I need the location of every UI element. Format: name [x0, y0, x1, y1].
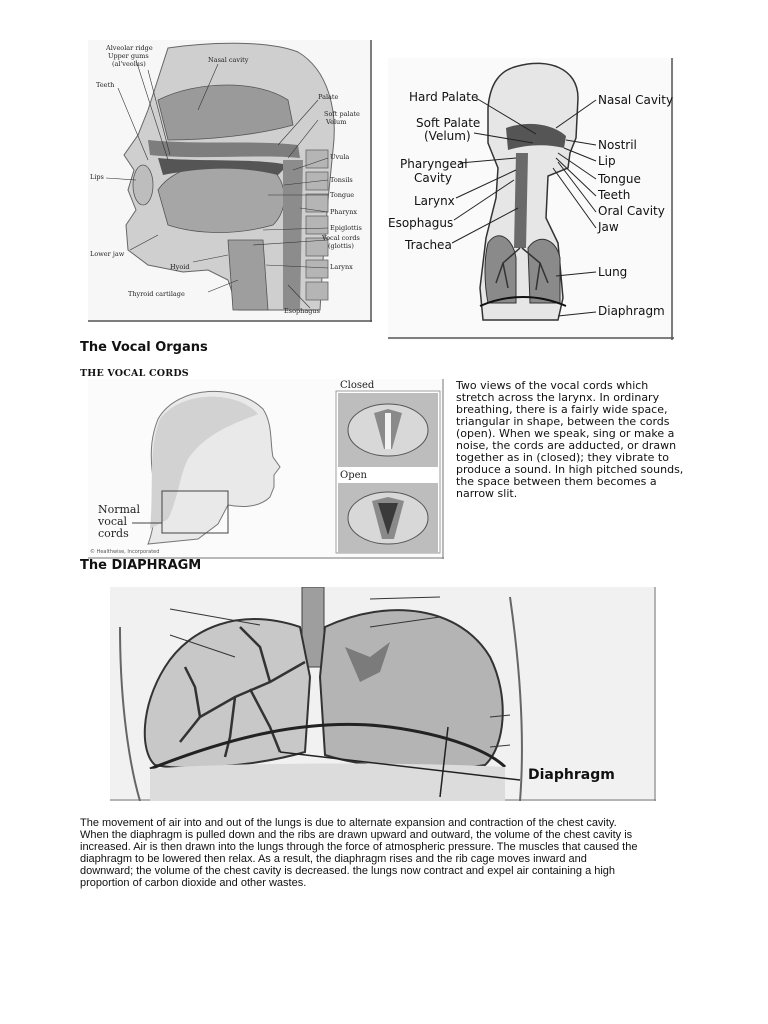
vocal-cords-figure	[88, 379, 444, 559]
label-hard-palate: Hard Palate	[409, 90, 479, 104]
label-velum: Velum	[326, 118, 347, 126]
diaphragm-text	[80, 817, 748, 889]
vocal-tract-diagram	[88, 40, 372, 322]
diaphragm-line: diaphragm to be lowered then relax. As a result, the diaphragm rises and the rib cage moves inward and	[80, 853, 587, 865]
label-uvula: Uvula	[330, 153, 350, 161]
label-oral-cavity: Oral Cavity	[598, 204, 665, 218]
vocal-cords-line: (open). When we speak, sing or make a	[456, 427, 675, 440]
label-jaw: Jaw	[598, 220, 619, 234]
label-tongue: Tongue	[330, 191, 355, 199]
vocal-cords-line: produce a sound. In high pitched sounds,	[456, 463, 684, 476]
normal-label-2: vocal	[98, 515, 128, 528]
label-epiglottis: Epiglottis	[330, 224, 362, 232]
label-larynx: Larynx	[330, 263, 353, 271]
vocal-cords-line: triangular in shape, between the cords	[456, 415, 670, 428]
credit-text: © Healthwise, Incorporated	[90, 549, 160, 555]
label-esophagus: Esophagus	[284, 307, 320, 315]
label-larynx-2: Larynx	[414, 194, 455, 208]
vocal-cords-heading: THE VOCAL CORDS	[80, 368, 189, 379]
label-lip: Lip	[598, 154, 616, 168]
vocal-cords-line: narrow slit.	[456, 487, 518, 500]
vocal-cords-line: breathing, there is a fairly wide space,	[456, 403, 668, 416]
diaphragm-figure	[110, 587, 656, 801]
label-cavity: Cavity	[414, 171, 452, 185]
diaphragm-line: downward; the volume of the chest cavity is decreased. the lungs now contract and expel air containing a high	[80, 865, 616, 877]
label-diaphragm-2: Diaphragm	[598, 304, 665, 318]
label-soft-palate: Soft palate	[324, 110, 360, 118]
vocal-cords-illustration	[88, 379, 444, 559]
label-nasal-cavity: Nasal cavity	[208, 56, 249, 64]
label-nasal-cavity-2: Nasal Cavity	[598, 93, 674, 107]
vocal-cords-line: the space between them becomes a	[456, 475, 657, 488]
vocal-cords-line: Two views of the vocal cords which	[456, 379, 649, 392]
diaphragm-figure-label: Diaphragm	[528, 767, 615, 783]
normal-label-3: cords	[98, 527, 129, 540]
open-label: Open	[340, 470, 367, 481]
label-pharyngeal: Pharyngeal	[400, 157, 468, 171]
vocal-cords-line: stretch across the larynx. In ordinary	[456, 391, 660, 404]
label-lung: Lung	[598, 265, 628, 279]
diaphragm-line: When the diaphragm is pulled down and the ribs are drawn upward and outward, the volume of the chest cavity is	[80, 829, 633, 841]
label-soft-palate-2: Soft Palate	[416, 116, 481, 130]
label-tongue-2: Tongue	[598, 172, 641, 186]
label-teeth: Teeth	[96, 81, 115, 89]
label-thyroid-cartilage: Thyroid cartilage	[128, 290, 185, 298]
diaphragm-line: proportion of carbon dioxide and other wastes.	[80, 877, 307, 889]
label-glottis: (glottis)	[328, 242, 354, 250]
vocal-cords-line: noise, the cords are adducted, or drawn	[456, 439, 677, 452]
diaphragm-heading: The DIAPHRAGM	[80, 558, 202, 573]
label-nostril: Nostril	[598, 138, 637, 152]
label-pharynx: Pharynx	[330, 208, 358, 216]
vocal-cords-text	[456, 380, 746, 500]
label-alveolar-ridge: Alveolar ridge	[106, 44, 153, 52]
label-trachea: Trachea	[405, 238, 452, 252]
label-esophagus-2: Esophagus	[388, 216, 454, 230]
label-lower-jaw: Lower jaw	[90, 250, 125, 258]
closed-label: Closed	[340, 380, 375, 391]
vocal-organs-heading: The Vocal Organs	[80, 340, 208, 355]
label-hyoid: Hyoid	[170, 263, 190, 271]
diaphragm-line: The movement of air into and out of the lungs is due to alternate expansion and contraction of the chest cavity.	[80, 817, 617, 829]
vocal-cords-line: together as in (closed); they vibrate to	[456, 451, 669, 464]
diaphragm-line: increased. Air is then drawn into the lungs through the force of atmospheric pressure. The muscles that caused the	[80, 841, 638, 853]
label-teeth-2: Teeth	[598, 188, 631, 202]
label-upper-gums: Upper gums	[108, 52, 149, 60]
label-tonsils: Tonsils	[330, 176, 353, 184]
label-lips: Lips	[90, 173, 104, 181]
label-palate: Palate	[318, 93, 339, 101]
label-alveolus: (al'veolus)	[112, 60, 146, 68]
label-vocal-cords: Vocal cords	[322, 234, 360, 242]
label-velum-2: (Velum)	[424, 129, 471, 143]
respiratory-diagram	[388, 58, 674, 340]
normal-label-1: Normal	[98, 503, 141, 516]
